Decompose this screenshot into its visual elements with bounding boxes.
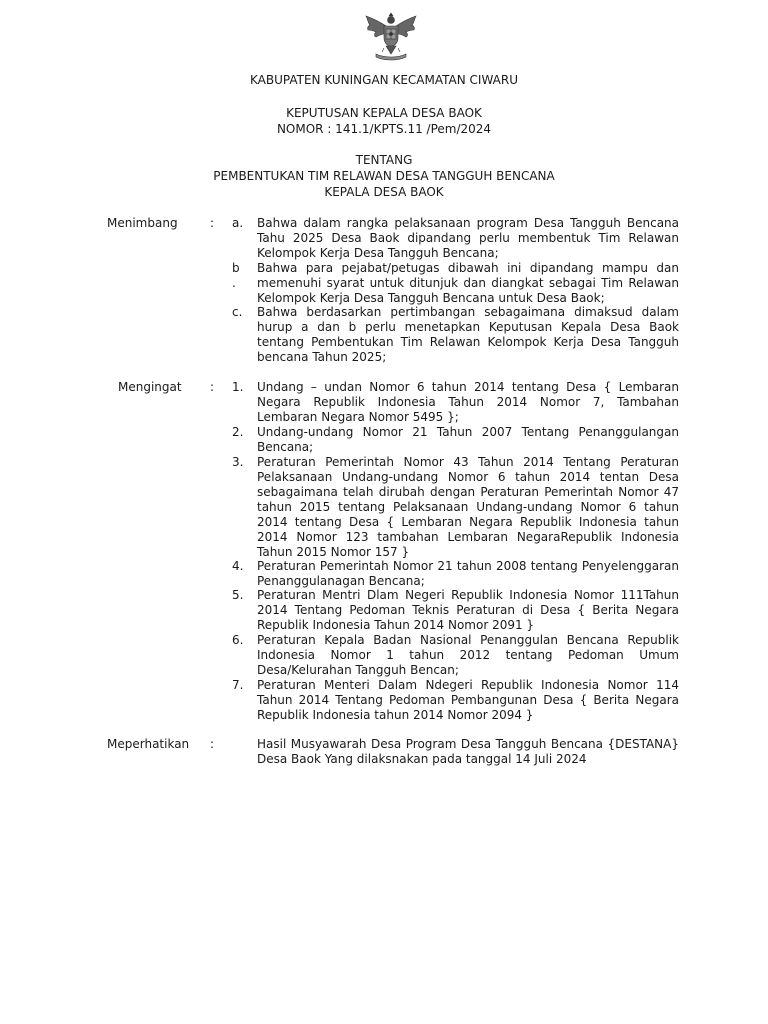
menimbang-marker-c: c. — [232, 305, 243, 319]
memperhatikan-label: Meperhatikan — [107, 737, 190, 751]
mengingat-colon: : — [210, 380, 215, 394]
menimbang-item-a: Bahwa dalam rangka pelaksanaan program Desa Tangguh Bencana Tahu 2025 Desa Baok dipandang perlu membentuk Tim Relawan Kelompok Kerja Desa Tangguh Bencana; — [257, 216, 679, 260]
mengingat-marker-3: 3. — [232, 455, 244, 469]
mengingat-item-6: Peraturan Kepala Badan Nasional Penanggulan Bencana Republik Indonesia Nomor 1 tahun 2012 tentang Pedoman Umum Desa/Kelurahan Tangguh Bencan; — [257, 633, 679, 677]
decree-subject: PEMBENTUKAN TIM RELAWAN DESA TANGGUH BENCANA — [213, 169, 555, 183]
mengingat-marker-2: 2. — [232, 425, 244, 439]
mengingat-marker-5: 5. — [232, 588, 244, 602]
mengingat-marker-6: 6. — [232, 633, 244, 647]
menimbang-item-c: Bahwa berdasarkan pertimbangan sebagaimana dimaksud dalam hurup a dan b perlu menetapkan Keputusan Kepala Desa Baok tentang Pembentukan Tim Relawan Kelompok Kerja Desa Tangguh bencana Tahun 2025; — [257, 305, 679, 364]
mengingat-item-5: Peraturan Mentri Dlam Negeri Republik Indonesia Nomor 111Tahun 2014 Tentang Pedoman Teknis Peraturan di Desa { Berita Negara Republik Indonesia Tahun 2014 Nomor 2091 } — [257, 588, 679, 632]
decree-issuer: KEPALA DESA BAOK — [324, 185, 444, 199]
decree-number: NOMOR : 141.1/KPTS.11 /Pem/2024 — [276, 122, 492, 136]
mengingat-item-3: Peraturan Pemerintah Nomor 43 Tahun 2014 Tentang Peraturan Pelaksanaan Undang-undang Nomor 6 tahun 2014 tentan Desa sebagaimana telah dirubah dengan Peraturan Pemerintah Nomor 47 tahun 2015 tentang Pelaksanaan Undang-undang Nomor 6 tahun 2014 tentang Desa { Lembaran Negara Republik Indonesia tahun 2014 Nomor 123 tambahan Lembaran NegaraRepublik Indonesia Tahun 2015 Nomor 157 } — [257, 455, 679, 559]
menimbang-label: Menimbang — [107, 216, 178, 230]
mengingat-label: Mengingat — [118, 380, 182, 394]
mengingat-marker-4: 4. — [232, 559, 244, 573]
mengingat-item-1: Undang – undan Nomor 6 tahun 2014 tentang Desa { Lembaran Negara Republik Indonesia Tahun 2014 Nomor 7, Tambahan Lembaran Negara Nomor 5495 }; — [257, 380, 679, 424]
about-label: TENTANG — [355, 153, 413, 167]
menimbang-marker-b-dot: . — [232, 276, 236, 290]
mengingat-marker-1: 1. — [232, 380, 244, 394]
menimbang-colon: : — [210, 216, 215, 230]
mengingat-item-4: Peraturan Pemerintah Nomor 21 tahun 2008 tentang Penyelenggaran Penanggulanagan Bencana; — [257, 559, 679, 588]
menimbang-marker-a: a. — [232, 216, 244, 230]
region-title: KABUPATEN KUNINGAN KECAMATAN CIWARU — [250, 73, 518, 87]
decree-title: KEPUTUSAN KEPALA DESA BAOK — [286, 106, 482, 120]
memperhatikan-colon: : — [210, 737, 215, 751]
menimbang-marker-b: b — [232, 261, 240, 275]
menimbang-item-b: Bahwa para pejabat/petugas dibawah ini dipandang mampu dan memenuhi syarat untuk ditunjuk dan diangkat sebagai Tim Relawan Kelompok Kerja Desa Tangguh Bencana untuk Desa Baok; — [257, 261, 679, 305]
garuda-emblem-icon — [362, 12, 420, 62]
memperhatikan-text: Hasil Musyawarah Desa Program Desa Tangguh Bencana {DESTANA} Desa Baok Yang dilaksnakan pada tanggal 14 Juli 2024 — [257, 737, 679, 766]
mengingat-item-7: Peraturan Menteri Dalam Ndegeri Republik Indonesia Nomor 114 Tahun 2014 Tentang Pedoman Pembangunan Desa { Berita Negara Republik Indonesia tahun 2014 Nomor 2094 } — [257, 678, 679, 722]
mengingat-marker-7: 7. — [232, 678, 244, 692]
mengingat-item-2: Undang-undang Nomor 21 Tahun 2007 Tentang Penanggulangan Bencana; — [257, 425, 679, 454]
